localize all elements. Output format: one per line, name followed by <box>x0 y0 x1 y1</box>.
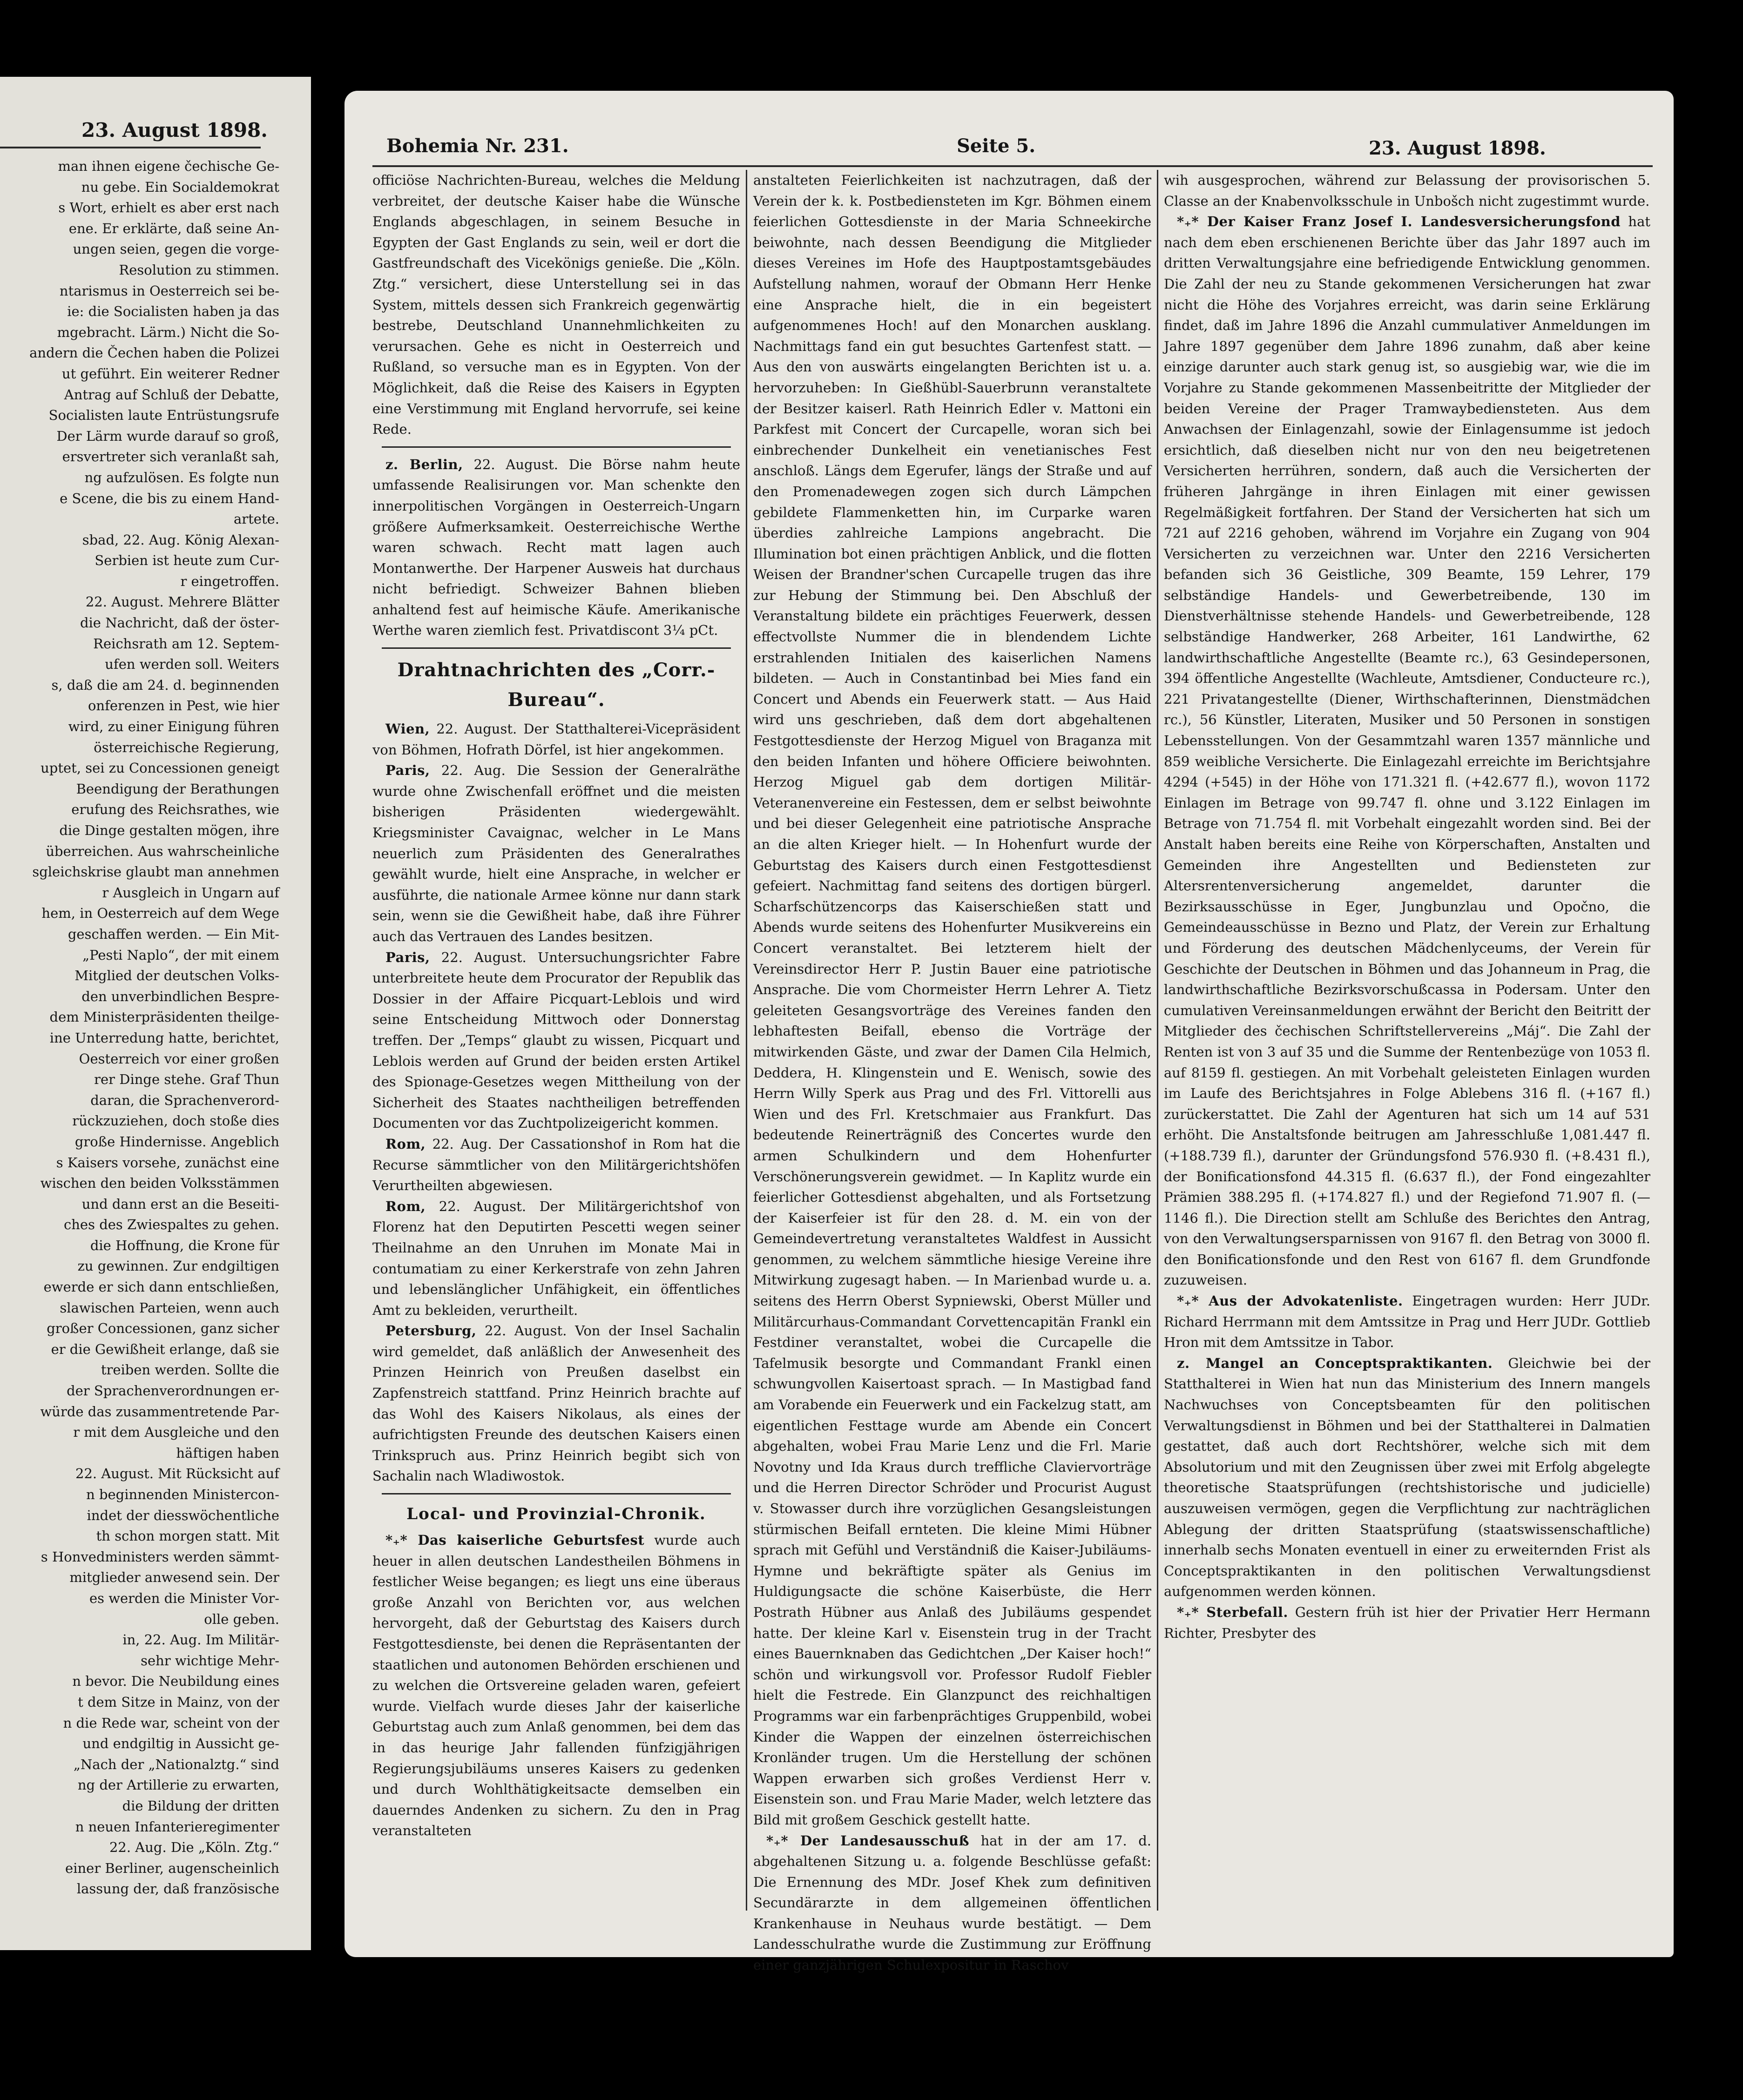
left-column-line: und dann erst an die Beseiti- <box>81 1196 279 1212</box>
article-petersburg <box>372 1320 740 1487</box>
article-body: 22. Aug. Der Cassationshof in Rom hat die Recurse sämmtlicher von den Militärgerichtshöfen Verurtheilten abgewiesen. <box>372 1136 740 1194</box>
left-column-line: s Honvedministers werden sämmt- <box>41 1548 279 1565</box>
left-column-line: r mit dem Ausgleiche und den <box>73 1424 279 1440</box>
divider <box>382 446 731 448</box>
left-column-line: olle geben. <box>204 1611 279 1627</box>
left-column-line: daran, die Sprachenverord- <box>90 1092 279 1108</box>
left-column-line: Socialisten laute Entrüstungsrufe <box>48 407 279 424</box>
left-column-line: ng aufzulösen. Es folgte nun <box>84 469 279 485</box>
left-column-line: die Dinge gestalten mögen, ihre <box>59 822 279 838</box>
left-column-line: die Nachricht, daß der öster- <box>80 615 279 631</box>
article-wien <box>372 719 740 760</box>
left-column-line: Beendigung der Berathungen <box>76 781 279 797</box>
article-body: Gleichwie bei der Statthalterei in Wien hat nun das Ministerium des Innern mangels Nachwuchses von Conceptsbeamten für den politischen Verwaltungsdienst in Böhmen und bei der Statthalterei in Dalmatien gestattet, daß auch dort Rechtshörer, welche sich mit dem Absolutorium und mit den Zeugnissen über zwei mit Erfolg abgelegte theoretische Staatsprüfungen (rechtshistorische und judicielle) auszuweisen vermögen, gegen die Verpflichtung zur nachträglichen Ablegung der dritten Staatsprüfung (staatswissenschaftliche) innerhalb sechs Monaten eventuell in einer zu erweiternden Frist als Conceptspraktikanten in den politischen Verwaltungsdienst aufgenommen werden können. <box>1164 1355 1650 1600</box>
left-column-line: geschaffen werden. — Ein Mit- <box>68 926 279 942</box>
article-heading: *₊* Sterbefall. <box>1177 1604 1288 1620</box>
column-divider-2 <box>1157 170 1158 1911</box>
left-column-line: t dem Sitze in Mainz, von der <box>78 1694 279 1710</box>
left-column-line: würde das zusammentretende Par- <box>40 1403 279 1420</box>
left-column-line: einer Berliner, augenscheinlich <box>65 1860 279 1876</box>
left-column-line: n die Rede war, scheint von der <box>63 1715 279 1731</box>
left-column-line: Serbien ist heute zum Cur- <box>95 552 279 569</box>
left-column-line: überreichen. Aus wahrscheinliche <box>46 843 279 859</box>
left-column-line: e Scene, die bis zu einem Hand- <box>60 490 279 506</box>
left-column-line: österreichische Regierung, <box>94 739 279 755</box>
article-heading: *₊* Der Kaiser Franz Josef I. Landesversicherungsfond <box>1177 214 1621 230</box>
article-body: hat nach dem eben erschienenen Berichte über das Jahr 1897 auch im dritten Verwaltungsjahre eine befriedigende Entwicklung genommen. Die Zahl der neu zu Stande gekommenen Versicherungen hat zwar nicht die Höhe des Vorjahres erreicht, was darin seine Erklärung findet, daß im Jahre 1896 die Anzahl cummulativer Anmeldungen im Jahre 1897 gegenüber dem Jahre 1896 zunahm, daß aber keine einzige darunter auch stark genug ist, so ausgiebig war, wie die im Vorjahre zu Stande gekommenen Massenbeitritte der Mitglieder der beiden Vereine der Prager Tramwaybediensteten. Aus dem Anwachsen der Einlagenzahl, sowie der Einlagensumme ist jedoch ersichtlich, daß dieselben nicht nur von den neu beigetretenen Versicherten herrühren, sondern, daß auch die Versicherten der früheren Jahrgänge in ihren Einlagen mit einer gewissen Regelmäßigkeit fortfahren. Der Stand der Versicherten hat sich um 721 auf 2216 gehoben, während im Vorjahre ein Zugang von 904 Versicherten zu verzeichnen war. Unter den 2216 Versicherten befanden sich 36 Geistliche, 309 Beamte, 159 Lehrer, 179 selbständige Handels- und Gewerbetreibende, 130 im Dienstverhältnisse stehende Handels- und Gewerbetreibende, 128 selbständige Handwerker, 268 Arbeiter, 161 Landwirthe, 62 landwirthschaftliche Angestellte (Beamte rc.), 63 Gesindepersonen, 394 öffentliche Angestellte (Wachleute, Amtsdiener, Conducteure rc.), 221 Privatangestellte (Diener, Wirthschafterinnen, Dienstmädchen rc.), 56 Künstler, Literaten, Musiker und 50 Personen in sonstigen Lebensstellungen. Von der Gesammtzahl waren 1357 männliche und 859 weibliche Versicherte. Die Einlagezahl erreichte im Berichtsjahre 4294 (+545) in der Höhe von 171.321 fl. (+42.677 fl.), wovon 1172 Einlagen im Betrage von 99.747 fl. ohne und 3.122 Einlagen im Betrage von 71.754 fl. mit Vorbehalt eingezahlt worden sind. Bei der Anstalt haben bereits eine Reihe von Körperschaften, Anstalten und Gemeinden ihre Angestellten und Bediensteten zur Altersrentenversicherung angemeldet, darunter die Bezirksausschüsse in Eger, Jungbunzlau und Opočno, die Gemeindeausschüsse in Bezno und Platz, der Verein zur Erhaltung und Förderung des deutschen Mädchenlyceums, der Verein für Geschichte der Deutschen in Böhmen und das Johanneum in Prag, die landwirthschaftliche Bezirksvorschußcassa in Podersam. Unter den cumulativen Vereinsanmeldungen erwähnt der Bericht den Beitritt der Mitglieder des čechischen Schriftstellervereins „Máj“. Die Zahl der Renten ist von 3 auf 35 und die Summe der Rentenbezüge von 1053 fl. auf 8159 fl. gestiegen. An mit Vorbehalt geleisteten Einlagen wurden im Laufe des Berichtsjahres in Folge Ablebens 316 fl. (+167 fl.) zurückerstattet. Die Zahl der Agenturen hat sich um 14 auf 531 erhöht. Die Anstaltsfonde beitrugen am Jahresschluße 1,081.447 fl. (+188.739 fl.), darunter der Gründungsfond 576.930 fl. (+8.431 fl.), der Bonificationsfond 44.315 fl. (6.637 fl.), der Fond eingezahlter Prämien 388.295 fl. (+174.827 fl.) und der Regiefond 71.907 fl. (—1146 fl.). Die Direction stellt am Schluße des Berichtes den Antrag, von den Verwaltungsersparnissen von 9167 fl. den Betrag von 3000 fl. den Bonificationsfonde und den Rest von 6167 fl. dem Grundfonde zuzuweisen. <box>1164 214 1651 1288</box>
left-column-line: n neuen Infanterieregimenter <box>75 1818 279 1835</box>
article-geburtsfest-cont: anstalteten Feierlichkeiten ist nachzutragen, daß der Verein der k. k. Postbediensteten im Kgr. Böhmen einem feierlichen Gottesdienste in der Maria Schneekirche beiwohnte, nach dessen Beendigung die Mitglieder dieses Vereines im Hofe des Hauptpostamtsgebäudes Aufstellung nahmen, worauf der Obmann Herr Henke eine Ansprache hielt, die in ein begeistert aufgenommenes Hoch! auf den Monarchen ausklang. Nachmittags fand ein gut besuchtes Gartenfest statt. — Aus den von auswärts eingelangten Berichten ist u. a. hervorzuheben: In Gießhübl-Sauerbrunn veranstaltete der Besitzer kaiserl. Rath Heinrich Edler v. Mattoni ein Parkfest mit Concert der Curcapelle, woran sich bei einbrechender Dunkelheit ein venetianisches Fest anschloß. Längs dem Egerufer, längs der Straße und auf den Promenadewegen zogen sich durch Lämpchen gebildete Flammenketten hin, im Curparke waren überdies zahlreiche Lampions angebracht. Die Illumination bot einen prächtigen Anblick, und die flotten Weisen der Brandner'schen Curcapelle trugen das ihre zur Hebung der Stimmung bei. Den Abschluß der Veranstaltung bildete ein prächtiges Feuerwerk, dessen effectvollste Nummer die in blendendem Lichte erstrahlenden Initialen des kaiserlichen Namens bildeten. — Auch in Constantinbad bei Mies fand ein Concert und Abends ein Feuerwerk statt. — Aus Haid wird uns geschrieben, daß dem dort abgehaltenen Festgottesdienste der Herzog Miguel von Braganza mit den beiden Infanten und höhere Officiere beiwohnten. Herzog Miguel gab dem dortigen Militär-Veteranenvereine ein Festessen, dem er selbst beiwohnte und bei dieser Gelegenheit eine patriotische Ansprache an die alten Krieger hielt. — In Hohenfurt wurde der Geburtstag des Kaisers durch einen Festgottesdienst gefeiert. Nachmittag fand seitens des dortigen bürgerl. Scharfschützencorps das Kaiserschießen statt und Abends wurde seitens des Hohenfurter Musikvereins ein Concert veranstaltet. Bei letzterem hielt der Vereinsdirector Herr P. Justin Bauer eine patriotische Ansprache. Die vom Chormeister Herrn Lehrer A. Tietz geleiteten Gesangsvorträge des Vereines fanden den lebhaftesten Beifall, ebenso die Vorträge der mitwirkenden Gäste, und zwar der Damen Cila Helmich, Deddera, H. Klingenstein und E. Wenisch, sowie des Herrn Willy Sperk aus Prag und des Frl. Vittorelli aus Wien und des Frl. Kretschmaier aus Frankfurt. Das bedeutende Reinerträgniß des Concertes wurde den armen Schulkindern und dem Hohenfurter Verschönerungsverein gewidmet. — In Kaplitz wurde ein feierlicher Gottesdienst abgehalten, und als Fortsetzung der Kaiserfeier ist für den 28. d. M. ein von der Gemeindevertretung veranstaltetes Waldfest in Aussicht genommen, zu welchem sämmtliche hiesige Vereine ihre Mitwirkung zugesagt haben. — In Marienbad wurde u. a. seitens des Herrn Oberst Sypniewski, Oberst Müller und Militärcurhaus-Commandant Corvettencapitän Frankl ein Festdiner veranstaltet, wobei die Curcapelle die Tafelmusik besorgte und Commandant Frankl einen schwungvollen Kaisertoast sprach. — In Mastigbad fand am Vorabende ein Feuerwerk und ein Fackelzug statt, am eigentlichen Festtage wurde am Abende ein Concert abgehalten, wobei Frau Marie Lenz und die Frl. Marie Novotny und Ida Kraus durch treffliche Claviervorträge und die Herren Director Schröder und Procurist August v. Stowasser durch ihre vorzüglichen Gesangsleistungen stürmischen Beifall ernteten. Die kleine Mimi Hübner sprach mit Gefühl und Verständniß die Kaiser-Jubiläums-Hymne und bekräftigte später als Genius im Huldigungsacte die schöne Kaiserbüste, die Herr Postrath Hübner aus Anlaß des Jubiläums gespendet hatte. Der kleine Karl v. Eisenstein trug in der Tracht eines Bauernknaben das Gedichtchen „Der Kaiser hoch!“ schön und wirkungsvoll vor. Professor Rudolf Fiebler hielt die Festrede. Ein Glanzpunct des reichhaltigen Programms war ein farbenprächtiges Gruppenbild, wobei Kinder die Wappen der einzelnen österreichischen Kronländer trugen. Um die Herstellung der schönen Wappen erwarben sich großes Verdienst Herr v. Eisenstein son. und Frau Marie Mader, welch letztere das Bild mit großem Geschick gestellt hatte. <box>753 172 1151 1828</box>
article-body: Gestern früh ist hier der Privatier Herr Hermann Richter, Presbyter des <box>1164 1604 1650 1641</box>
left-column-line: nu gebe. Ein Socialdemokrat <box>81 179 279 195</box>
header-rule <box>0 147 261 148</box>
divider <box>382 647 731 649</box>
left-column-line: ntarismus in Oesterreich sei be- <box>59 283 279 299</box>
left-column-line: es werden die Minister Vor- <box>89 1590 279 1606</box>
article-berlin-boerse <box>372 454 740 641</box>
article-heading: *₊* Der Landesausschuß <box>766 1832 970 1849</box>
newspaper-title: Bohemia Nr. 231. <box>386 135 569 157</box>
left-column-line: Oesterreich vor einer großen <box>79 1050 279 1067</box>
left-column-line: ungen seien, gegen die vorge- <box>73 241 279 257</box>
left-column-line: in, 22. Aug. Im Militär- <box>122 1632 279 1648</box>
article-versicherungsfond <box>1164 211 1650 1291</box>
header-rule <box>372 165 1653 167</box>
left-column-line: n beginnenden Ministercon- <box>86 1487 279 1502</box>
right-page <box>345 91 1674 1973</box>
left-column-line: lassung der, daß französische <box>76 1881 279 1897</box>
left-column-line: und endgiltig in Aussicht ge- <box>82 1736 279 1752</box>
left-column-line: wird, zu einer Einigung führen <box>68 719 279 735</box>
left-column-line: Der Lärm wurde darauf so groß, <box>56 428 279 444</box>
left-column-line: ene. Er erklärte, daß seine An- <box>68 220 279 236</box>
article-geburtsfest <box>372 1530 740 1841</box>
left-column-line: hem, in Oesterreich auf dem Wege <box>41 905 279 922</box>
dateline: Rom, <box>385 1136 426 1152</box>
left-column-line: Reichsrath am 12. Septem- <box>93 635 279 652</box>
article-paris-2 <box>372 947 740 1134</box>
article-body: wurde auch heuer in allen deutschen Landestheilen Böhmens in festlicher Weise begangen; es liegt uns eine überaus große Anzahl von Berichten vor, aus welchen hervorgeht, daß der Geburtstag des Kaisers durch Festgottesdienste, bei denen die Repräsentanten der staatlichen und autonomen Behörden erschienen und zu welchen die Ortsvereine geladen waren, gefeiert wurde. Vielfach wurde dieses Jahr der kaiserliche Geburtstag auch zum Anlaß genommen, bei dem das in das heurige Jahr fallenden fünfzigjährigen Regierungsjubiläums unseres Kaisers zu gedenken und durch Wohlthätigkeitsacte demselben ein dauerndes Andenken zu sichern. Zu den in Prag veranstalteten <box>372 1532 740 1839</box>
page-number: Seite 5. <box>957 135 1036 157</box>
left-column-line: s Wort, erhielt es aber erst nach <box>58 200 279 216</box>
article-body: 22. August. Der Militärgerichtshof von Florenz hat den Deputirten Pescetti wegen seiner Theilnahme an den Unruhen im Monate Mai in contumatiam zu einer Kerkerstrafe von zehn Jahren und lebenslänglicher Unfähigkeit, ein öffentliches Amt zu bekleiden, verurtheilt. <box>372 1198 740 1318</box>
left-column-line: ufen werden soll. Weiters <box>105 656 279 673</box>
left-column-line: große Hindernisse. Angeblich <box>74 1133 279 1150</box>
left-column-line: 22. August. Mehrere Blätter <box>85 594 279 610</box>
left-column-line: „Nach der „Nationalztg.“ sind <box>73 1756 279 1772</box>
left-column-line: mgebracht. Lärm.) Nicht die So- <box>57 324 279 340</box>
column-3 <box>1164 170 1650 1911</box>
left-column-line: n bevor. Die Neubildung eines <box>72 1673 279 1689</box>
article-landesausschuss <box>753 1831 1151 1976</box>
left-column-line: zu gewinnen. Zur endgiltigen <box>77 1258 279 1274</box>
article-heading: *₊* Aus der Advokatenliste. <box>1177 1293 1403 1309</box>
left-column-line: häftigen haben <box>176 1445 279 1461</box>
left-column-line: r eingetroffen. <box>180 573 279 589</box>
article-sterbefall <box>1164 1602 1650 1643</box>
left-column-line: onferenzen in Pest, wie hier <box>88 698 279 714</box>
left-column-line: sgleichskrise glaubt man annehmen <box>32 864 279 880</box>
dateline: Petersburg, <box>385 1323 477 1339</box>
article-body: 22. August. Von der Insel Sachalin wird gemeldet, daß anläßlich der Anwesenheit des Prinzen Heinrich von Preußen daselbst ein Zapfenstreich stattfand. Prinz Heinrich brachte auf das Wohl des Kaisers Nikolaus, als eines der aufrichtigsten Freunde des deutschen Kaisers einen Trinkspruch aus. Prinz Heinrich begibt sich von Sachalin nach Wladiwostok. <box>372 1323 740 1484</box>
left-column-line: ine Unterredung hatte, berichtet, <box>49 1030 279 1046</box>
left-column-line: th schon morgen statt. Mit <box>96 1528 279 1544</box>
dateline: Paris, <box>385 949 430 965</box>
left-column-line: ches des Zwiespaltes zu gehen. <box>64 1217 279 1233</box>
left-column-line: rückzuziehen, doch stoße dies <box>72 1113 279 1129</box>
left-column-line: artete. <box>233 511 279 527</box>
left-column-line: s Kaisers vorsehe, zunächst eine <box>56 1154 279 1171</box>
article-rom-1 <box>372 1134 740 1196</box>
article-body: hat in der am 17. d. abgehaltenen Sitzung u. a. folgende Beschlüsse gefaßt: Die Ernennung des MDr. Josef Khek zum definitiven Secundärarzte in dem allgemeinen öffentlichen Krankenhause in Neuhaus wurde bestätigt. — Dem Landesschulrathe wurde die Zustimmung zur Eröffnung einer ganzjährigen Schulexpositur in Raschov <box>753 1832 1152 1973</box>
left-column-line: großer Concessionen, ganz sicher <box>47 1320 279 1337</box>
left-column-line: ersvertreter sich veranlaßt sah, <box>62 449 279 465</box>
article-body: 22. Aug. Die Session der Generalräthe wurde ohne Zwischenfall eröffnet und die meisten bisherigen Präsidenten wiedergewählt. Kriegsminister Cavaignac, welcher in Le Mans neuerlich zum Präsidenten des Generalrathes gewählt wurde, hielt eine Ansprache, in welcher er ausführte, die nationale Armee könne nur dann stark sein, wenn sie die Gewißheit habe, daß ihre Führer auch das Vertrauen des Landes besitzen. <box>372 762 740 944</box>
left-column-line: ut geführt. Ein weiterer Redner <box>61 365 279 382</box>
article-body: 22. August. Die Börse nahm heute umfassende Realisirungen vor. Man schenkte den innerpolitischen Vorgängen in Oesterreich-Ungarn größere Aufmerksamkeit. Oesterreichische Werthe waren schwach. Recht matt lagen auch Montanwerthe. Der Harpener Ausweis hat durchaus nicht befriedigt. Schweizer Bahnen blieben anhaltend fest auf heimische Käufe. Amerikanische Werthe waren ziemlich fest. Privatdiscont 3¼ pCt. <box>372 456 740 639</box>
left-column-line: indet der diesswöchentliche <box>87 1507 279 1523</box>
left-page <box>0 77 311 1950</box>
article-rom-2 <box>372 1196 740 1321</box>
dateline: z. Berlin, <box>385 456 463 472</box>
column-1 <box>372 170 740 1911</box>
left-column-line: erufung des Reichsrathes, wie <box>71 801 279 818</box>
article-conceptspraktikanten <box>1164 1353 1650 1602</box>
left-column-line: die Bildung der dritten <box>122 1797 279 1814</box>
column-2 <box>753 170 1152 1973</box>
left-column-line: „Pesti Naplo“, der mit einem <box>82 947 279 963</box>
left-column-line: er die Gewißheit erlange, daß sie <box>51 1341 279 1357</box>
article-paris-1 <box>372 760 740 947</box>
left-column-line: die Hoffnung, die Krone für <box>90 1237 279 1253</box>
article-body: 22. August. Untersuchungsrichter Fabre unterbreitete heute dem Procurator der Republik das Dossier in der Affaire Picquart-Leblois und wird seine Entscheidung Mittwoch oder Donnerstag treffen. Der „Temps“ glaubt zu wissen, Picquart und Leblois werden auf Grund der beiden ersten Artikel des Spionage-Gesetzes wegen Mittheilung von der Sicherheit des Staates nachtheiligen betreffenden Documenten vor das Zuchtpolizeigericht kommen. <box>372 949 740 1131</box>
section-heading-drahtnachrichten: Drahtnachrichten des „Corr.-Bureau“. <box>397 659 716 711</box>
article-egypt: officiöse Nachrichten-Bureau, welches die Meldung verbreitet, der deutsche Kaiser habe die Wünsche Englands abgeschlagen, in seinem Besuche in Egypten der Gast Englands zu sein, weil er dort die Gastfreundschaft des Vicekönigs genieße. Die „Köln. Ztg.“ versichert, diese Unterstellung sei in das System, mittels dessen sich Frankreich gegenwärtig bestrebe, Deutschland Unannehmlichkeiten zu verursachen. Gehe es nicht in Oesterreich und Rußland, so versuche man es in Egypten. Von der Möglichkeit, daß die Reise des Kaisers in Egypten eine Verstimmung mit England hervorrufe, sei keine Rede. <box>372 172 740 438</box>
left-header-date: 23. August 1898. <box>81 119 268 141</box>
left-column-line: 22. Aug. Die „Köln. Ztg.“ <box>109 1839 279 1856</box>
section-heading-local-chronik: Local- und Provinzial-Chronik. <box>406 1505 706 1524</box>
left-column-line: treiben werden. Sollte die <box>101 1362 279 1378</box>
article-body: Eingetragen wurden: Herr JUDr. Richard Herrmann mit dem Amtssitze in Prag und Herr JUDr. Gottlieb Hron mit dem Amtssitze in Tabor. <box>1164 1293 1650 1351</box>
dateline: Wien, <box>385 721 430 737</box>
left-column-line: man ihnen eigene čechische Ge- <box>58 158 279 174</box>
column-divider-1 <box>746 170 747 1911</box>
left-column-line: ewerde er sich dann entschließen, <box>43 1279 279 1295</box>
left-column-line: s, daß die am 24. d. beginnenden <box>51 677 279 693</box>
left-column-line: der Sprachenverordnungen er- <box>67 1383 279 1399</box>
left-column-line: dem Ministerpräsidenten theilge- <box>49 1009 279 1025</box>
article-heading: *₊* Das kaiserliche Geburtsfest <box>385 1532 645 1548</box>
issue-date: 23. August 1898. <box>1369 137 1546 159</box>
left-column-line: uptet, sei zu Concessionen geneigt <box>41 760 279 776</box>
left-column-line: mitglieder anwesend sein. Der <box>69 1569 279 1586</box>
left-column-line: r Ausgleich in Ungarn auf <box>102 884 279 901</box>
left-column-line: sehr wichtige Mehr- <box>141 1652 279 1669</box>
left-column-line: Resolution zu stimmen. <box>119 262 279 278</box>
dateline: Rom, <box>385 1198 426 1214</box>
left-column-line: sbad, 22. Aug. König Alexan- <box>82 532 279 548</box>
left-column-line: wischen den beiden Volksstämmen <box>40 1175 279 1191</box>
left-column-line: 22. August. Mit Rücksicht auf <box>75 1466 279 1482</box>
left-column-line: ie: die Socialisten haben ja das <box>67 303 279 320</box>
left-column-line: Mitglied der deutschen Volks- <box>74 968 279 984</box>
article-advokatenliste <box>1164 1291 1650 1353</box>
left-column-line: rer Dinge stehe. Graf Thun <box>94 1071 279 1088</box>
article-landesausschuss-cont: wih ausgesprochen, während zur Belassung der provisorischen 5. Classe an der Knabenvolksschule in Unbošch nicht zugestimmt wurde. <box>1164 172 1650 209</box>
left-column-line: slawischen Parteien, wenn auch <box>60 1299 279 1316</box>
article-heading: z. Mangel an Conceptspraktikanten. <box>1177 1355 1493 1371</box>
left-column-line: andern die Čechen haben die Polizei <box>29 345 279 361</box>
left-column-line: Antrag auf Schluß der Debatte, <box>64 386 279 403</box>
article-body: 22. August. Der Statthalterei-Vicepräsident von Böhmen, Hofrath Dörfel, ist hier angekommen. <box>372 721 740 758</box>
dateline: Paris, <box>385 762 430 779</box>
left-column <box>0 156 279 1925</box>
left-column-line: den unverbindlichen Bespre- <box>81 988 279 1004</box>
left-column-line: ng der Artillerie zu erwarten, <box>77 1777 279 1793</box>
divider <box>382 1493 731 1494</box>
